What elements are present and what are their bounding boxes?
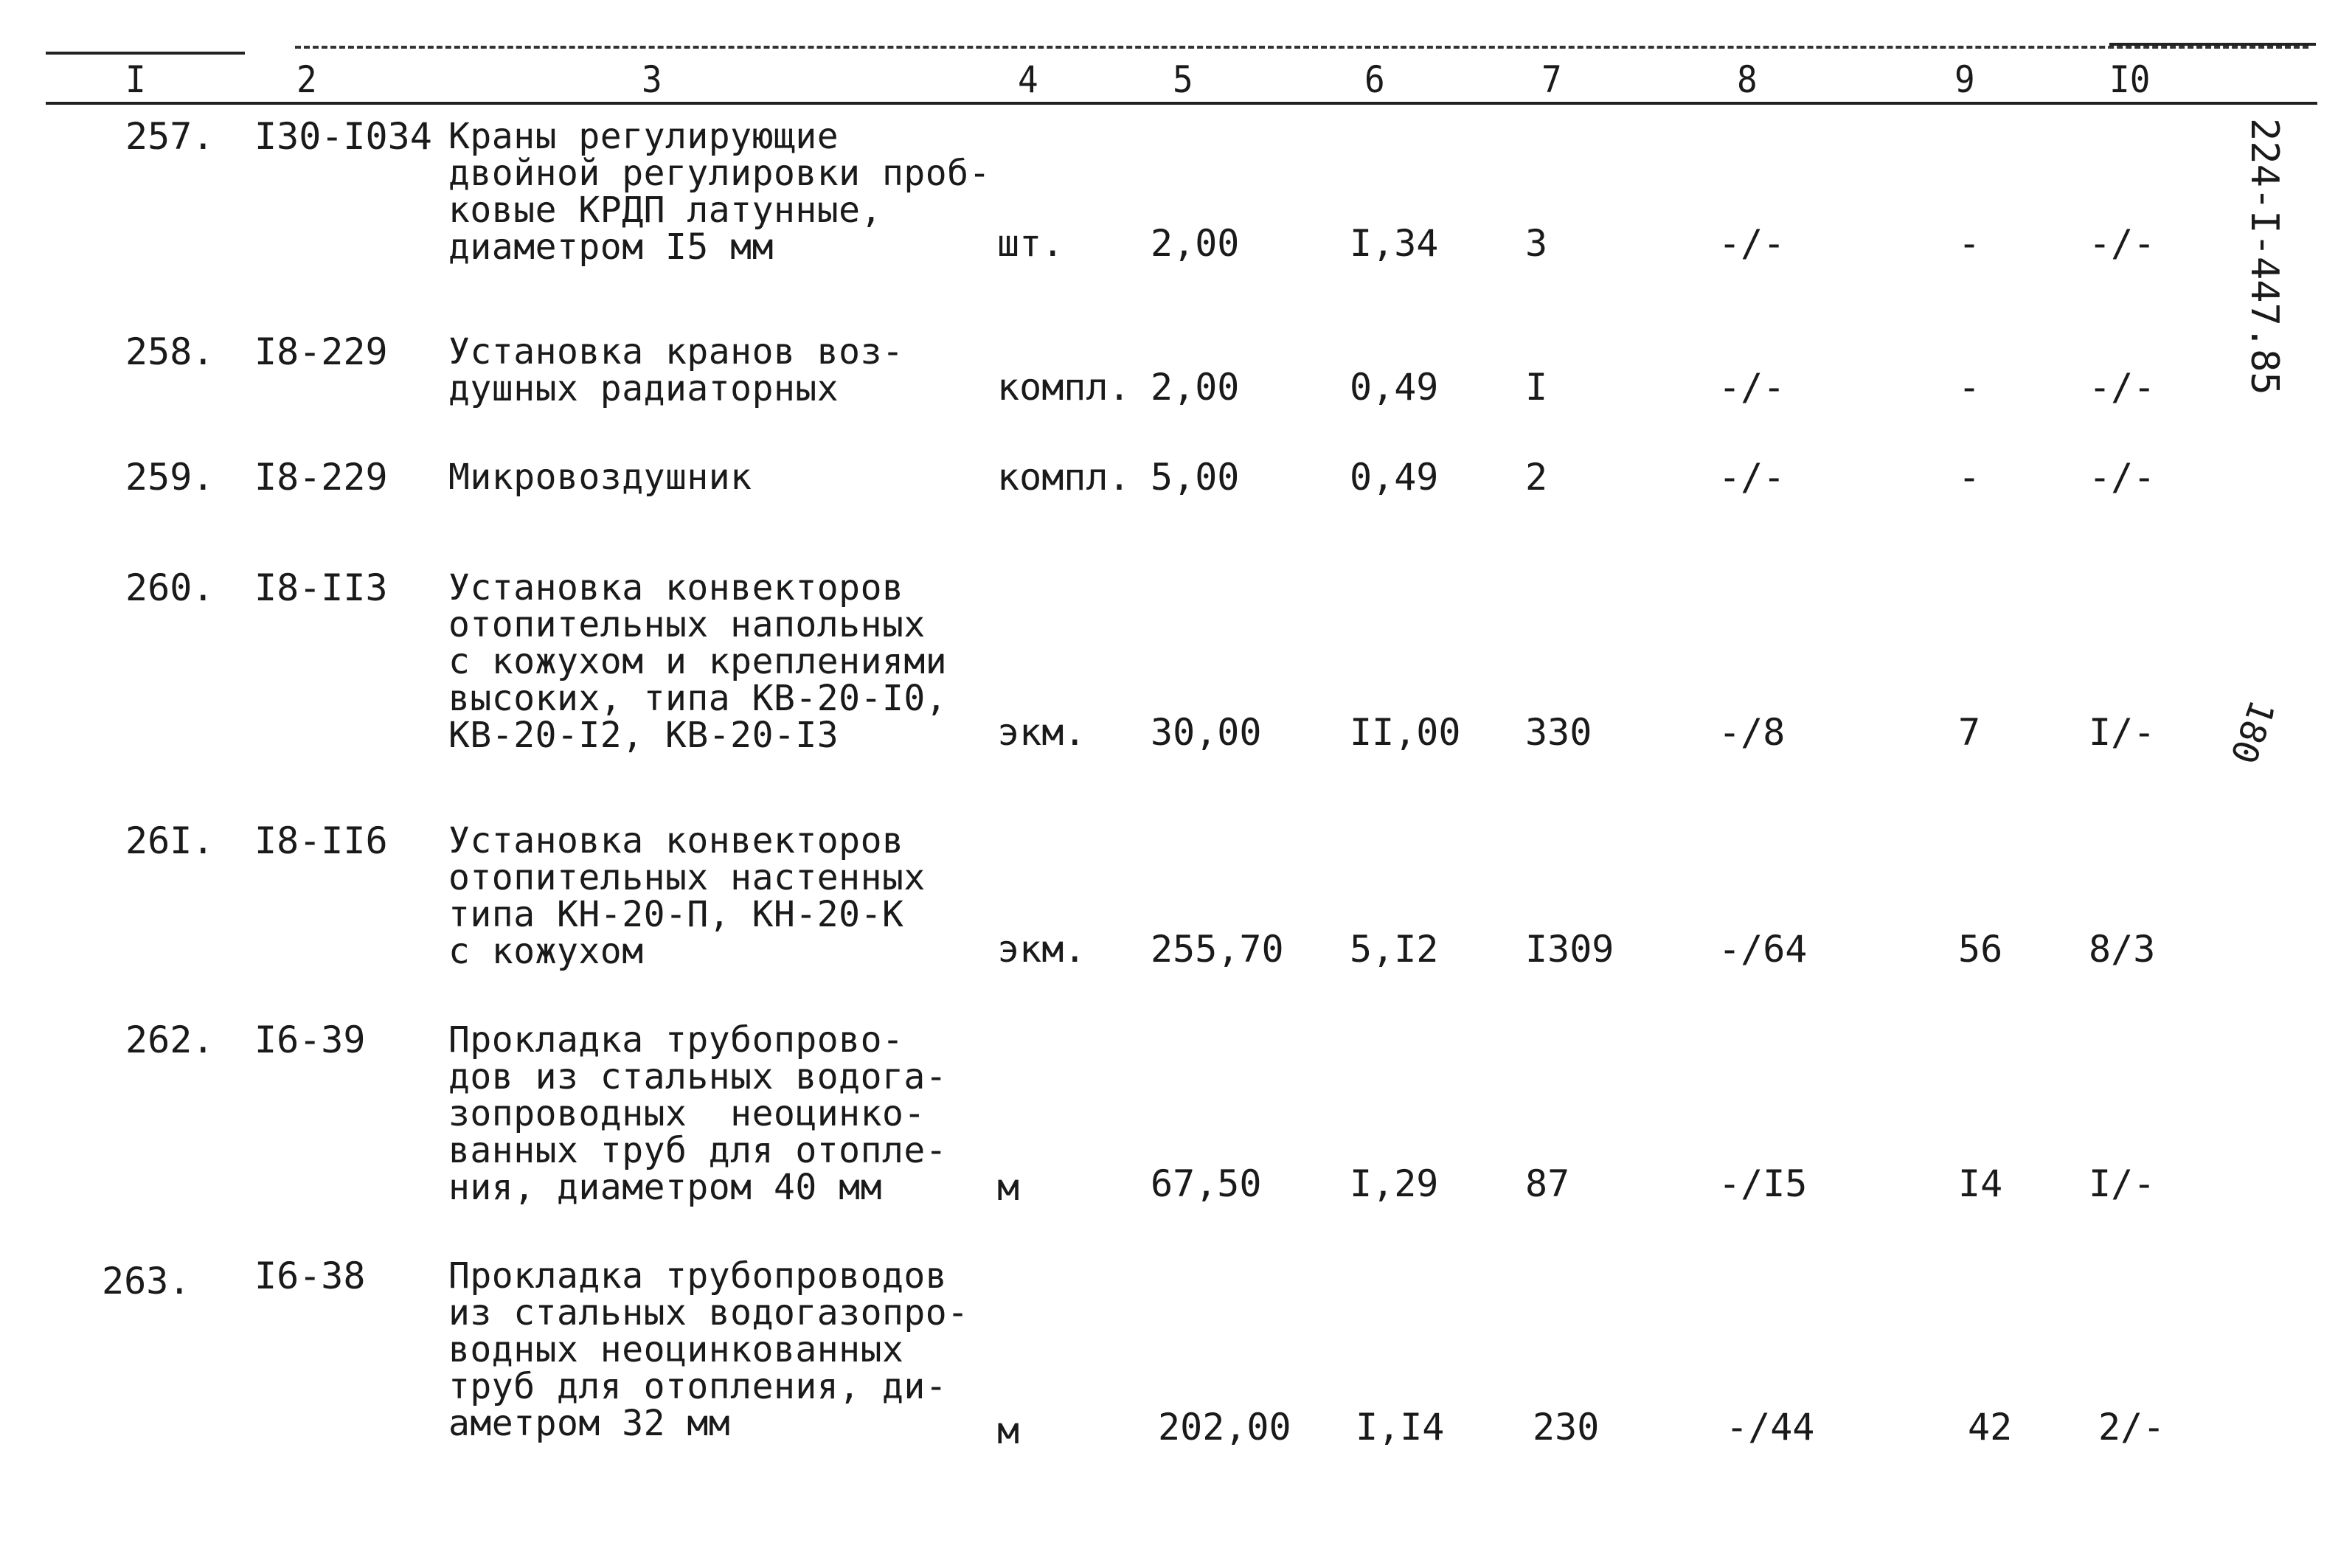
row-description: Прокладка трубопрово- дов из стальных водога- зопроводных неоцинко- ванных труб для отопле- ния, диаметром 40 мм <box>448 1019 948 1208</box>
document-code: 224-I-447.85 <box>2242 118 2286 395</box>
row-code: I8-II3 <box>254 566 388 609</box>
row-description: Микровоздушник <box>448 457 752 498</box>
row-total: 2 <box>1525 456 1548 499</box>
row-unit: шт. <box>997 222 1064 265</box>
row-quantity: 2,00 <box>1151 222 1240 265</box>
row-col9: - <box>1958 456 1981 499</box>
row-number: 258. <box>125 330 215 373</box>
row-col9: I4 <box>1958 1162 2003 1205</box>
row-quantity: 5,00 <box>1151 456 1240 499</box>
row-unit: компл. <box>997 456 1131 499</box>
row-col8: -/8 <box>1718 711 1786 754</box>
header-underline <box>46 102 2317 105</box>
row-total: 87 <box>1525 1162 1570 1205</box>
row-norm: I,29 <box>1350 1162 1439 1205</box>
row-col8: -/- <box>1718 222 1786 265</box>
row-total: I <box>1525 366 1548 409</box>
row-col10: I/- <box>2089 1162 2156 1205</box>
row-quantity: 255,70 <box>1151 928 1284 971</box>
row-col9: 42 <box>1968 1406 2013 1449</box>
row-total: 3 <box>1525 222 1548 265</box>
row-unit: экм. <box>997 928 1086 971</box>
row-number: 259. <box>125 456 215 499</box>
row-norm: I,34 <box>1350 222 1439 265</box>
row-quantity: 2,00 <box>1151 366 1240 409</box>
row-number: 263. <box>102 1260 191 1302</box>
row-quantity: 202,00 <box>1158 1406 1291 1449</box>
row-total: 230 <box>1533 1406 1600 1449</box>
row-col8: -/I5 <box>1718 1162 1808 1205</box>
row-norm: 0,49 <box>1350 456 1439 499</box>
row-code: I8-229 <box>254 330 388 373</box>
top-rule-right <box>2109 43 2316 46</box>
row-col8: -/- <box>1718 456 1786 499</box>
row-col10: -/- <box>2089 222 2156 265</box>
row-unit: экм. <box>997 711 1086 754</box>
row-total: I309 <box>1525 928 1614 971</box>
row-col9: 7 <box>1958 711 1981 754</box>
row-description: Краны регулирующие двойной регулировки проб- ковые КРДП латунные, диаметром I5 мм <box>448 116 991 268</box>
page-number: 180 <box>2221 694 2283 769</box>
row-unit: м <box>997 1409 1020 1452</box>
row-description: Установка кранов воз- душных радиаторных <box>448 331 904 409</box>
row-code: I6-39 <box>254 1019 366 1061</box>
col-header-10: I0 <box>2109 58 2151 101</box>
row-norm: 0,49 <box>1350 366 1439 409</box>
row-col8: -/- <box>1718 366 1786 409</box>
row-total: 330 <box>1525 711 1592 754</box>
col-header-5: 5 <box>1173 58 1193 101</box>
row-number: 260. <box>125 566 215 609</box>
row-col10: -/- <box>2089 366 2156 409</box>
row-code: I6-38 <box>254 1255 366 1297</box>
row-code: I8-II6 <box>254 819 388 862</box>
row-col8: -/44 <box>1726 1406 1815 1449</box>
row-unit: компл. <box>997 366 1131 409</box>
row-col10: -/- <box>2089 456 2156 499</box>
row-col10: 8/3 <box>2089 928 2156 971</box>
row-norm: 5,I2 <box>1350 928 1439 971</box>
row-quantity: 67,50 <box>1151 1162 1262 1205</box>
top-rule-left <box>46 52 245 55</box>
row-quantity: 30,00 <box>1151 711 1262 754</box>
col-header-8: 8 <box>1737 58 1758 101</box>
row-number: 257. <box>125 115 215 158</box>
row-description: Прокладка трубопроводов из стальных водогазопро- водных неоцинкованных труб для отопления, ди- аметром 32 мм <box>448 1255 969 1444</box>
col-header-4: 4 <box>1018 58 1038 101</box>
row-col10: I/- <box>2089 711 2156 754</box>
col-header-7: 7 <box>1541 58 1562 101</box>
col-header-3: 3 <box>642 58 662 101</box>
row-norm: I,I4 <box>1356 1406 1445 1449</box>
row-code: I8-229 <box>254 456 388 499</box>
row-unit: м <box>997 1166 1020 1209</box>
row-description: Установка конвекторов отопительных настенных типа КН-20-П, КН-20-К с кожухом <box>448 820 926 972</box>
row-number: 262. <box>125 1019 215 1061</box>
row-col9: 56 <box>1958 928 2003 971</box>
row-norm: II,00 <box>1350 711 1461 754</box>
col-header-2: 2 <box>296 58 317 101</box>
row-number: 26I. <box>125 819 215 862</box>
col-header-1: I <box>125 58 146 101</box>
row-description: Установка конвекторов отопительных напольных с кожухом и креплениями высоких, типа КВ-20-I0, КВ-20-I2, КВ-20-I3 <box>448 567 948 756</box>
row-col10: 2/- <box>2098 1406 2165 1449</box>
top-rule-dashed <box>295 46 2308 49</box>
col-header-6: 6 <box>1364 58 1385 101</box>
row-col8: -/64 <box>1718 928 1808 971</box>
row-col9: - <box>1958 366 1981 409</box>
col-header-9: 9 <box>1954 58 1975 101</box>
row-col9: - <box>1958 222 1981 265</box>
row-code: I30-I034 <box>254 115 432 158</box>
